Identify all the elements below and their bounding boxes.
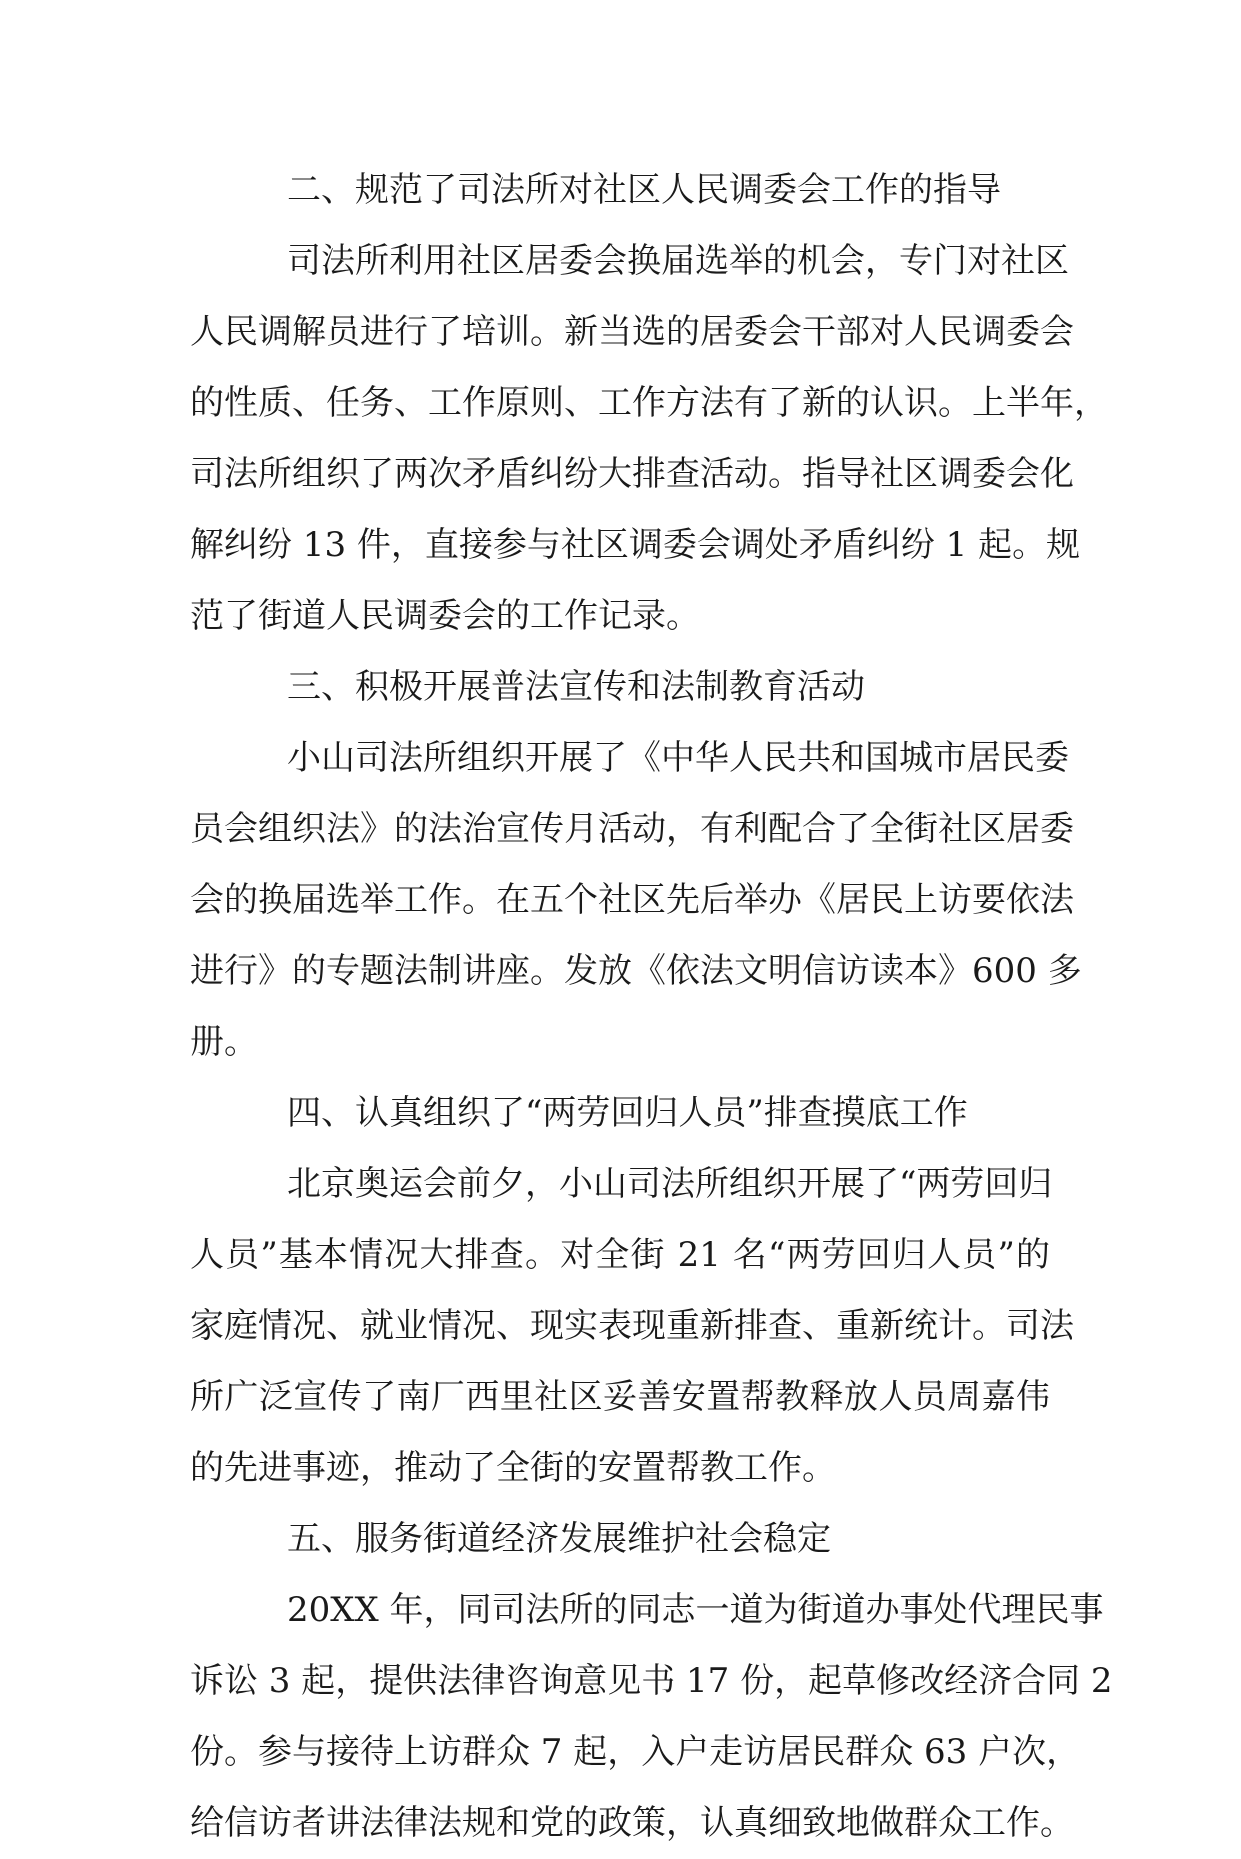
paragraph-line: 解纠纷 13 件，直接参与社区调委会调处矛盾纠纷 1 起。规 [190, 525, 1081, 565]
paragraph-line: 册。 [190, 1022, 258, 1062]
section-5 [190, 1504, 1113, 1859]
paragraph-line: 给信访者讲法律法规和党的政策，认真细致地做群众工作。 [190, 1803, 1074, 1843]
paragraph-line: 的性质、任务、工作原则、工作方法有了新的认识。上半年， [190, 383, 1108, 423]
section-2 [190, 155, 1108, 652]
paragraph-line: 所广泛宣传了南厂西里社区妥善安置帮教释放人员周嘉伟 [190, 1377, 1050, 1417]
paragraph-line: 会的换届选举工作。在五个社区先后举办《居民上访要依法 [190, 880, 1074, 920]
section-heading: 三、积极开展普法宣传和法制教育活动 [287, 667, 865, 707]
section-heading: 五、服务街道经济发展维护社会稳定 [287, 1519, 831, 1559]
section-3 [190, 652, 1082, 1078]
section-heading: 四、认真组织了“两劳回归人员”排查摸底工作 [287, 1093, 968, 1133]
paragraph-line: 的先进事迹，推动了全街的安置帮教工作。 [190, 1448, 836, 1488]
paragraph-line: 20XX 年，同司法所的同志一道为街道办事处代理民事 [287, 1590, 1104, 1630]
section-4 [190, 1078, 1074, 1504]
paragraph-line: 人员”基本情况大排查。对全街 21 名“两劳回归人员”的 [190, 1235, 1050, 1275]
paragraph-line: 家庭情况、就业情况、现实表现重新排查、重新统计。司法 [190, 1306, 1074, 1346]
paragraph-line: 诉讼 3 起，提供法律咨询意见书 17 份，起草修改经济合同 2 [190, 1661, 1113, 1701]
section-heading: 二、规范了司法所对社区人民调委会工作的指导 [287, 170, 1001, 210]
paragraph-line: 北京奥运会前夕，小山司法所组织开展了“两劳回归 [287, 1164, 1053, 1204]
paragraph-line: 范了街道人民调委会的工作记录。 [190, 596, 700, 636]
paragraph-line: 小山司法所组织开展了《中华人民共和国城市居民委 [287, 738, 1069, 778]
document-page [190, 155, 1113, 1859]
paragraph-line: 份。参与接待上访群众 7 起，入户走访居民群众 63 户次， [190, 1732, 1081, 1772]
paragraph-line: 司法所组织了两次矛盾纠纷大排查活动。指导社区调委会化 [190, 454, 1074, 494]
paragraph-line: 司法所利用社区居委会换届选举的机会，专门对社区 [287, 241, 1069, 281]
paragraph-line: 员会组织法》的法治宣传月活动，有利配合了全街社区居委 [190, 809, 1074, 849]
paragraph-line: 人民调解员进行了培训。新当选的居委会干部对人民调委会 [190, 312, 1074, 352]
paragraph-line: 进行》的专题法制讲座。发放《依法文明信访读本》600 多 [190, 951, 1082, 991]
